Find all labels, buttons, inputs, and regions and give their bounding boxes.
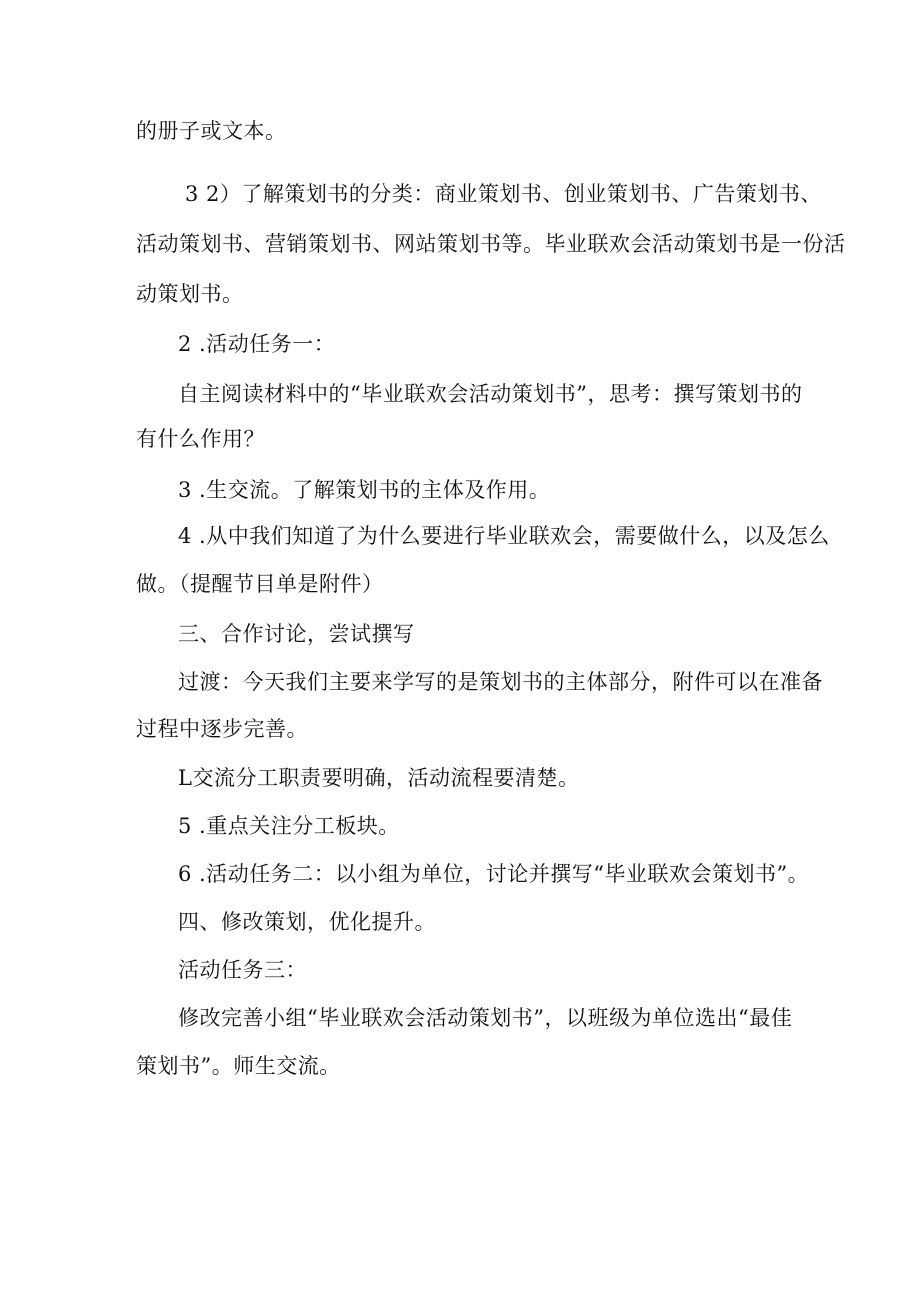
text-line: L交流分工职责要明确，活动流程要清楚。	[178, 766, 580, 790]
text-line: 5 .重点关注分工板块。	[178, 814, 400, 838]
section-heading: 四、修改策划，优化提升。	[178, 910, 436, 934]
section-heading: 三、合作讨论，尝试撰写	[178, 622, 415, 646]
text-line: 策划书”。师生交流。	[136, 1054, 341, 1078]
text-line: 修改完善小组“毕业联欢会活动策划书”，以班级为单位选出“最佳	[178, 1006, 793, 1030]
text-line: 3 .生交流。了解策划书的主体及作用。	[178, 478, 551, 502]
text-line: 3 2）了解策划书的分类：商业策划书、创业策划书、广告策划书、	[185, 182, 822, 206]
text-line: 有什么作用？	[136, 427, 265, 451]
text-line: 自主阅读材料中的“毕业联欢会活动策划书”，思考：撰写策划书的	[178, 382, 803, 406]
text-line: 4 .从中我们知道了为什么要进行毕业联欢会，需要做什么，以及怎么	[178, 524, 830, 548]
text-line: 做。（提醒节目单是附件）	[136, 572, 384, 596]
text-line: 的册子或文本。	[136, 119, 287, 143]
text-line: 活动任务三：	[178, 958, 307, 982]
text-line: 2 .活动任务一：	[178, 332, 336, 356]
text-line: 过程中逐步完善。	[136, 717, 308, 741]
text-line: 活动策划书、营销策划书、网站策划书等。毕业联欢会活动策划书是一份活	[136, 232, 846, 256]
text-line: 过渡：今天我们主要来学写的是策划书的主体部分，附件可以在准备	[178, 670, 823, 694]
text-line: 动策划书。	[136, 282, 244, 306]
text-line: 6 .活动任务二：以小组为单位，讨论并撰写“毕业联欢会策划书”。	[178, 862, 810, 886]
